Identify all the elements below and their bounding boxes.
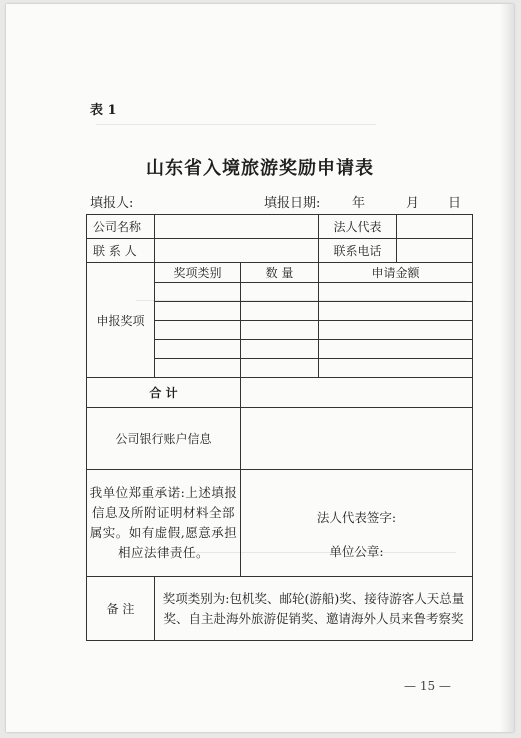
year-label: 年 [352, 196, 366, 211]
legal-rep-field[interactable] [397, 215, 473, 239]
table-row [87, 215, 473, 239]
page-edge-shadow [500, 4, 514, 732]
reporter-label: 填报人: [90, 196, 134, 211]
award-type-cell[interactable] [155, 302, 241, 321]
table-row [87, 239, 473, 263]
award-type-cell[interactable] [155, 340, 241, 359]
award-type-cell[interactable] [155, 359, 241, 378]
total-label: 合 计 [87, 378, 241, 408]
form-title: 山东省入境旅游奖励申请表 [146, 158, 374, 179]
amount-header: 申请金额 [319, 263, 473, 283]
report-date-label: 填报日期: [264, 196, 321, 211]
phone-field[interactable] [397, 239, 473, 263]
amount-cell[interactable] [319, 302, 473, 321]
month-label: 月 [406, 196, 420, 211]
total-value-field[interactable] [241, 378, 473, 408]
contact-field[interactable] [155, 239, 319, 263]
table-row [87, 577, 473, 641]
quantity-cell[interactable] [241, 302, 319, 321]
company-name-field[interactable] [155, 215, 319, 239]
quantity-cell[interactable] [241, 340, 319, 359]
award-section-label: 申报奖项 [87, 263, 155, 378]
award-type-header: 奖项类别 [155, 263, 241, 283]
bank-info-label: 公司银行账户信息 [87, 408, 241, 470]
table-row [87, 378, 473, 408]
table-row [87, 263, 473, 283]
table-number-label: 表 1 [90, 103, 117, 118]
quantity-header: 数 量 [241, 263, 319, 283]
amount-cell[interactable] [319, 283, 473, 302]
company-name-label: 公司名称 [87, 215, 155, 239]
company-seal-label: 单位公章: [329, 544, 384, 559]
phone-label: 联系电话 [319, 239, 397, 263]
award-type-cell[interactable] [155, 321, 241, 340]
page-number: — 15 — [404, 679, 451, 693]
amount-cell[interactable] [319, 321, 473, 340]
table-row [87, 470, 473, 577]
quantity-cell[interactable] [241, 283, 319, 302]
legal-rep-signature-label: 法人代表签字: [316, 510, 397, 525]
day-label: 日 [448, 196, 462, 211]
pledge-statement: 我单位郑重承诺:上述填报信息及所附证明材料全部属实。如有虚假,愿意承担相应法律责任。 [87, 470, 241, 577]
bank-info-field[interactable] [241, 408, 473, 470]
award-type-cell[interactable] [155, 283, 241, 302]
legal-rep-label: 法人代表 [319, 215, 397, 239]
quantity-cell[interactable] [241, 359, 319, 378]
amount-cell[interactable] [319, 359, 473, 378]
application-form-table [86, 214, 473, 641]
remark-text: 奖项类别为:包机奖、邮轮(游船)奖、接待游客人天总量奖、自主赴海外旅游促销奖、邀请海外人员来鲁考察奖 [155, 577, 473, 641]
signature-area [241, 470, 473, 577]
amount-cell[interactable] [319, 340, 473, 359]
bleed-through-line [96, 124, 376, 125]
document-page [6, 4, 514, 732]
remark-label: 备 注 [87, 577, 155, 641]
table-row [87, 408, 473, 470]
quantity-cell[interactable] [241, 321, 319, 340]
contact-label: 联 系 人 [87, 239, 155, 263]
